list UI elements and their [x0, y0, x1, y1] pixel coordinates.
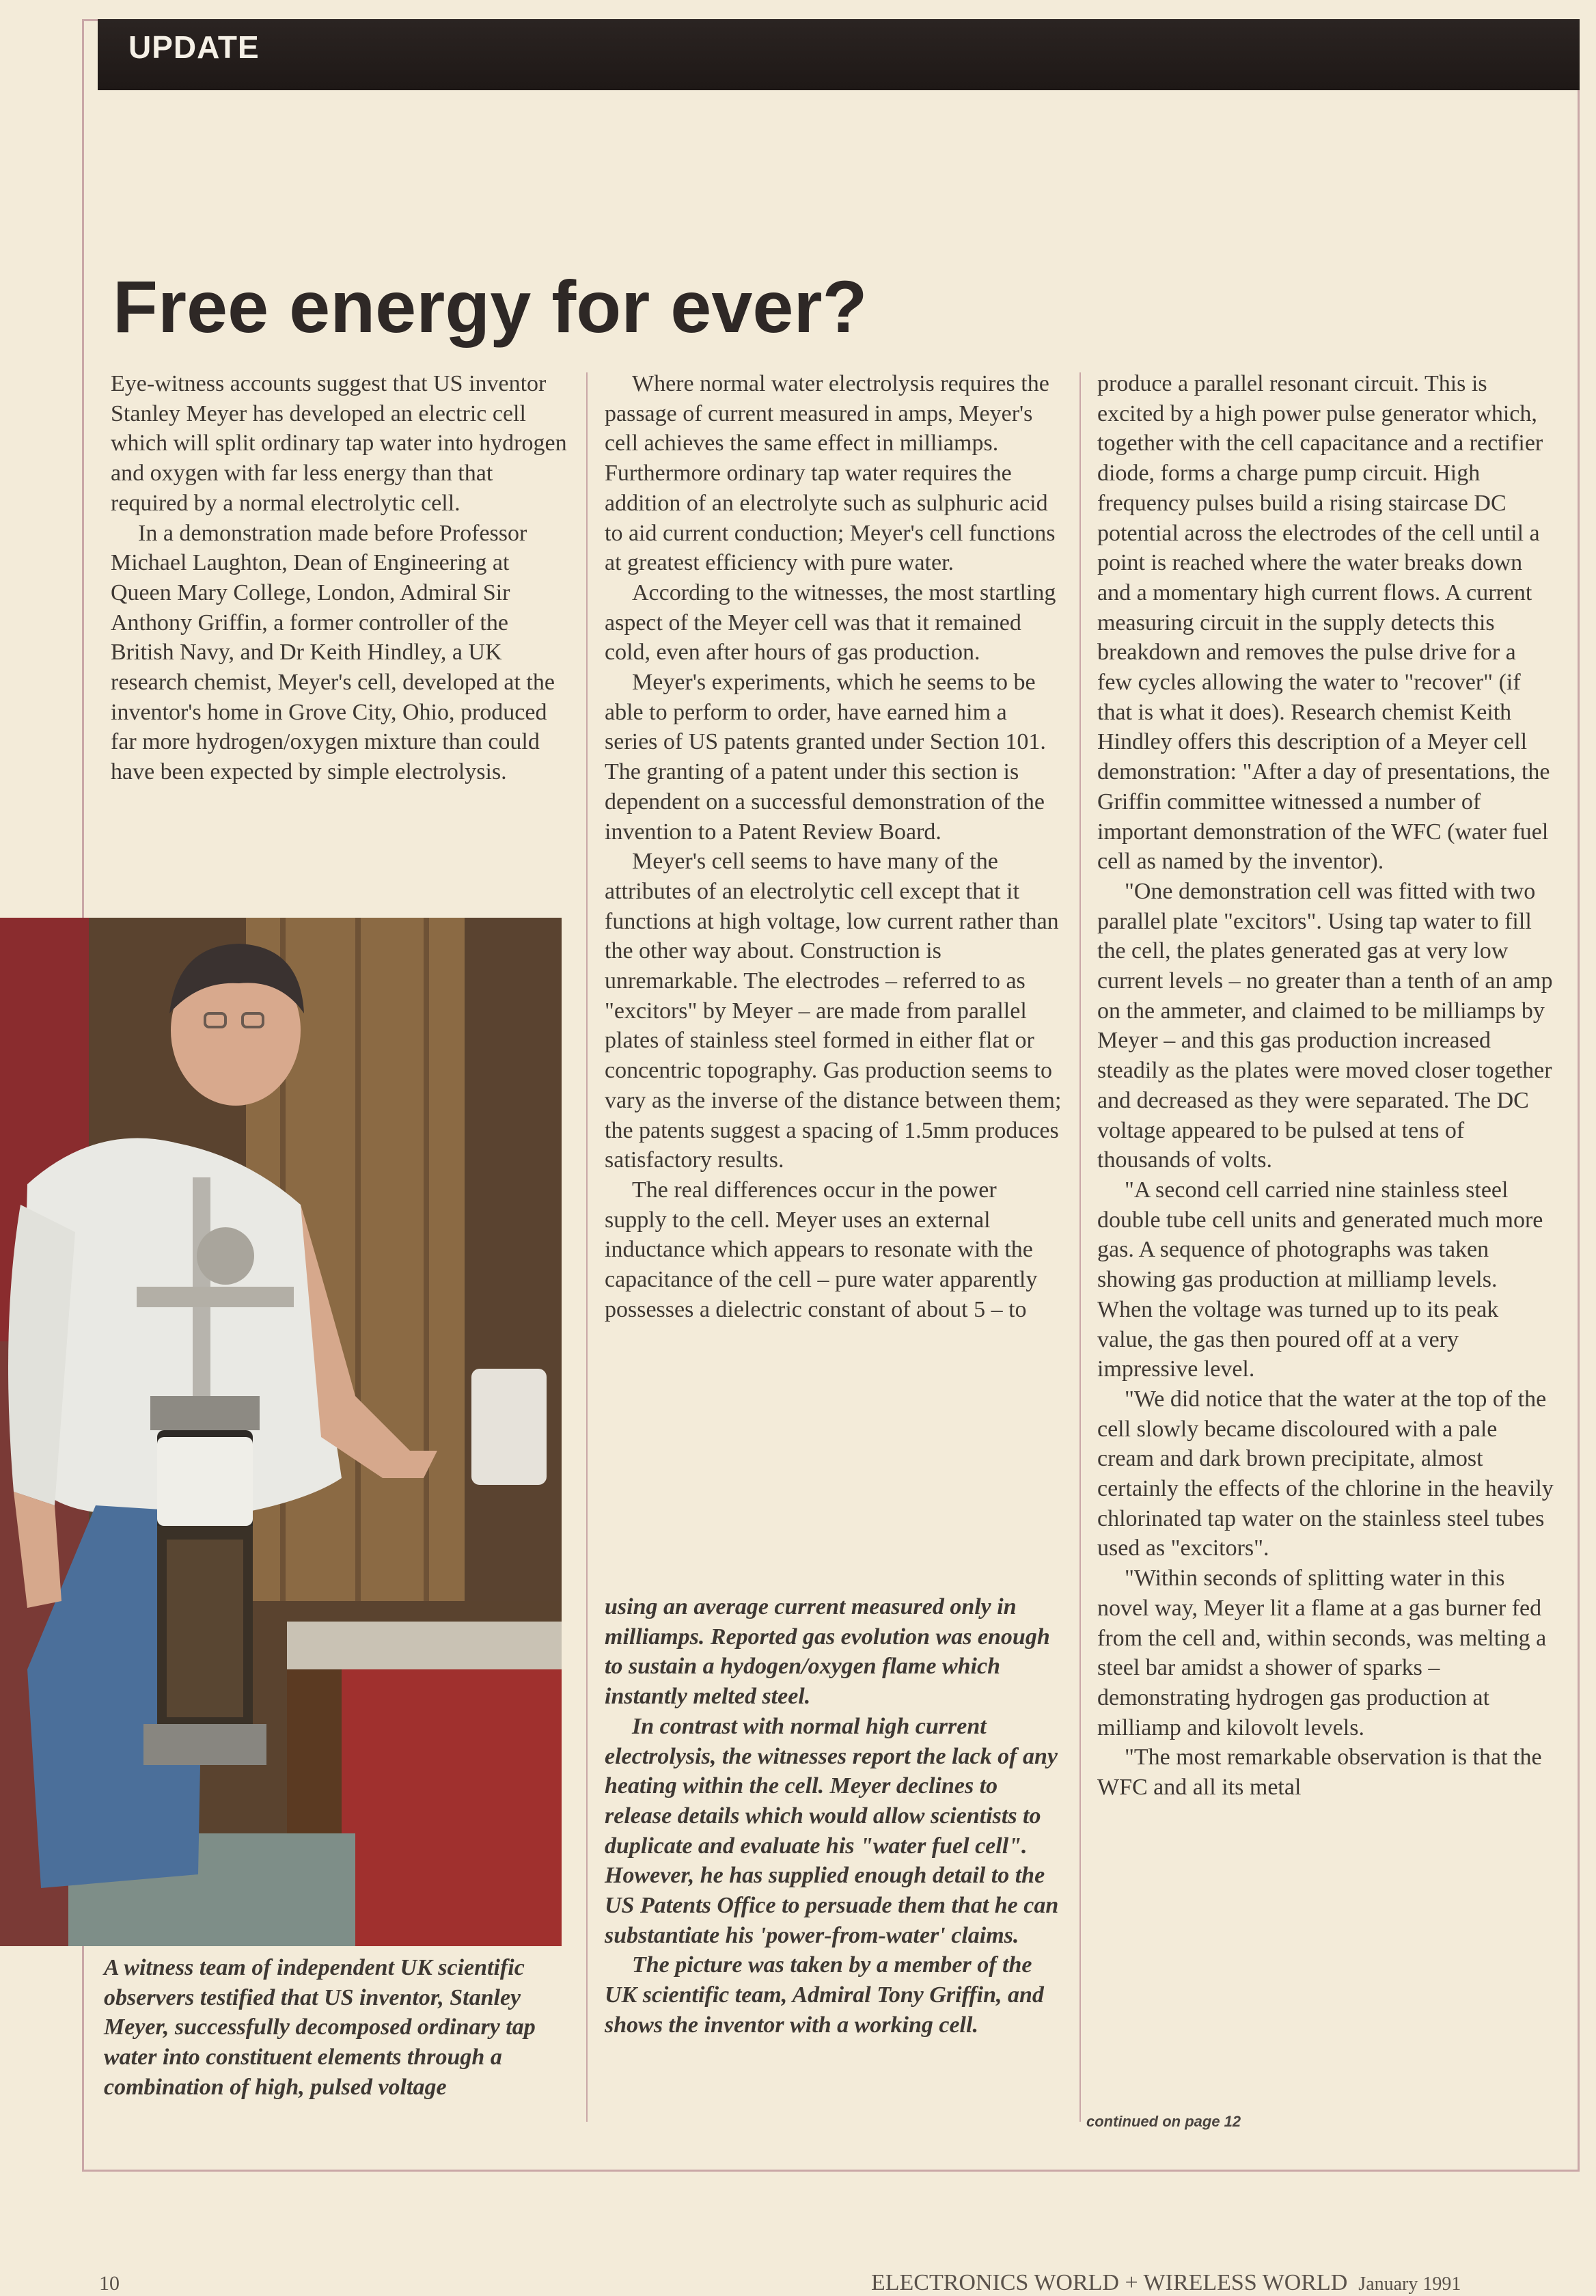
- page-number: 10: [99, 2272, 120, 2295]
- paragraph: "One demonstration cell was fitted with two parallel plate "excitors". Using tap water to fill the cell, the plates generated gas at very low current levels – no greater than a tenth of an amp on the ammeter, and claimed to be milliamps by Meyer – and this gas production increased steadily as the plates were moved closer together and decreased as they were separated. The DC voltage appeared to be pulsed at tens of thousands of volts.: [1097, 878, 1553, 1173]
- paragraph: "We did notice that the water at the top of the cell slowly became discoloured with a pale cream and dark brown precipitate, almost certainly the effects of the chlorine in the heavily chlorinated tap water on the stainless steel tubes used as "excitors".: [1097, 1386, 1554, 1561]
- paragraph: In contrast with normal high current electrolysis, the witnesses report the lack of any heating within the cell. Meyer declines to release details which would allow scientists to duplicate and evaluate his "water fuel cell". However, he has supplied enough detail to the US Patents Office to persuade them that he can substantiate his 'power-from-water' claims.: [605, 1713, 1059, 1948]
- section-label: UPDATE: [128, 29, 260, 65]
- paragraph: The picture was taken by a member of the UK scientific team, Admiral Tony Griffin, and shows the inventor with a working cell.: [605, 1952, 1044, 2038]
- paragraph: Meyer's cell seems to have many of the attributes of an electrolytic cell except that it functions at high voltage, low current rather than the other way about. Construction is unremarkable. The electrodes – referred to as "excitors" by Meyer – are made from parallel plates of stainless steel formed in either flat or concentric topography. Gas production seems to vary as the inverse of the distance between them; the patents suggest a spacing of 1.5mm produces satisfactory results.: [605, 849, 1062, 1173]
- column-divider: [586, 372, 588, 2122]
- column-1: [111, 369, 567, 787]
- section-banner: [98, 19, 1580, 90]
- paragraph: In a demonstration made before Professor Michael Laughton, Dean of Engineering at Queen Mary College, London, Admiral Sir Anthony Griffin, a former controller of the British Navy, and Dr Keith Hindley, a UK research chemist, Meyer's cell, developed at the inventor's home in Grove City, Ohio, produced far more hydrogen/oxygen mixture than could have been expected by simple electrolysis.: [111, 520, 555, 785]
- paragraph: The real differences occur in the power supply to the cell. Meyer uses an external inductance which appears to resonate with the capacitance of the cell – pure water apparently possesses a dielectric constant of about 5 – to: [605, 1177, 1038, 1322]
- paragraph: According to the witnesses, the most startling aspect of the Meyer cell was that it remained cold, even after hours of gas production.: [605, 579, 1056, 666]
- paragraph: Where normal water electrolysis requires the passage of current measured in amps, Meyer's cell achieves the same effect in milliamps. Furthermore ordinary tap water requires the addition of an electrolyte such as sulphuric acid to aid current conduction; Meyer's cell functions at greatest efficiency with pure water.: [605, 371, 1056, 576]
- column-2-caption-continued: [605, 1592, 1062, 2040]
- paragraph: produce a parallel resonant circuit. This is excited by a high power pulse generator which, together with the cell capacitance and a rectifier diode, forms a charge pump circuit. High frequency pulses build a rising staircase DC potential across the electrodes of the cell until a point is reached where the water breaks down and a momentary high current flows. A current measuring circuit in the supply detects this breakdown and removes the pulse drive for a few cycles allowing the water to "recover" (if that is what it does). Research chemist Keith Hindley offers this description of a Meyer cell demonstration: "After a day of presentations, the Griffin committee witnessed a number of important demonstration of the WFC (water fuel cell as named by the inventor).: [1097, 371, 1550, 875]
- paragraph: Meyer's experiments, which he seems to be able to perform to order, have earned him a series of US patents granted under Section 101. The granting of a patent under this section is dependent on a successful demonstration of the invention to a Patent Review Board.: [605, 670, 1046, 845]
- article-headline: Free energy for ever?: [113, 265, 868, 348]
- paragraph: "Within seconds of splitting water in this novel way, Meyer lit a flame at a gas burner fed from the cell and, within seconds, was melting a steel bar amidst a shower of sparks – demonstrating hydrogen gas production at milliamp and kilovolt levels.: [1097, 1566, 1547, 1740]
- continued-note: continued on page 12: [1086, 2113, 1241, 2130]
- inventor-photo: [0, 918, 562, 1946]
- photo-caption: A witness team of independent UK scientific observers testified that US inventor, Stanley Meyer, successfully decomposed ordinary tap water into constituent elements through a combination of high, pulsed voltage: [104, 1955, 536, 2100]
- column-3: [1097, 369, 1556, 1803]
- publication-name: ELECTRONICS WORLD + WIRELESS WORLD: [871, 2270, 1348, 2295]
- column-2: [605, 369, 1062, 1325]
- paragraph: Eye-witness accounts suggest that US inventor Stanley Meyer has developed an electric cell which will split ordinary tap water into hydrogen and oxygen with far less energy than that required by a normal electrolytic cell.: [111, 371, 567, 516]
- issue-date: January 1991: [1358, 2273, 1461, 2295]
- paragraph: using an average current measured only in milliamps. Reported gas evolution was enough to sustain a hydogen/oxygen flame which instantly melted steel.: [605, 1594, 1050, 1710]
- footer: [871, 2270, 1461, 2296]
- paragraph: "The most remarkable observation is that the WFC and all its metal: [1097, 1745, 1542, 1801]
- column-divider: [1079, 372, 1081, 2122]
- paragraph: "A second cell carried nine stainless steel double tube cell units and generated much more gas. A sequence of photographs was taken showing gas production at milliamp levels. When the voltage was turned up to its peak value, the gas then poured off at a very impressive level.: [1097, 1177, 1543, 1382]
